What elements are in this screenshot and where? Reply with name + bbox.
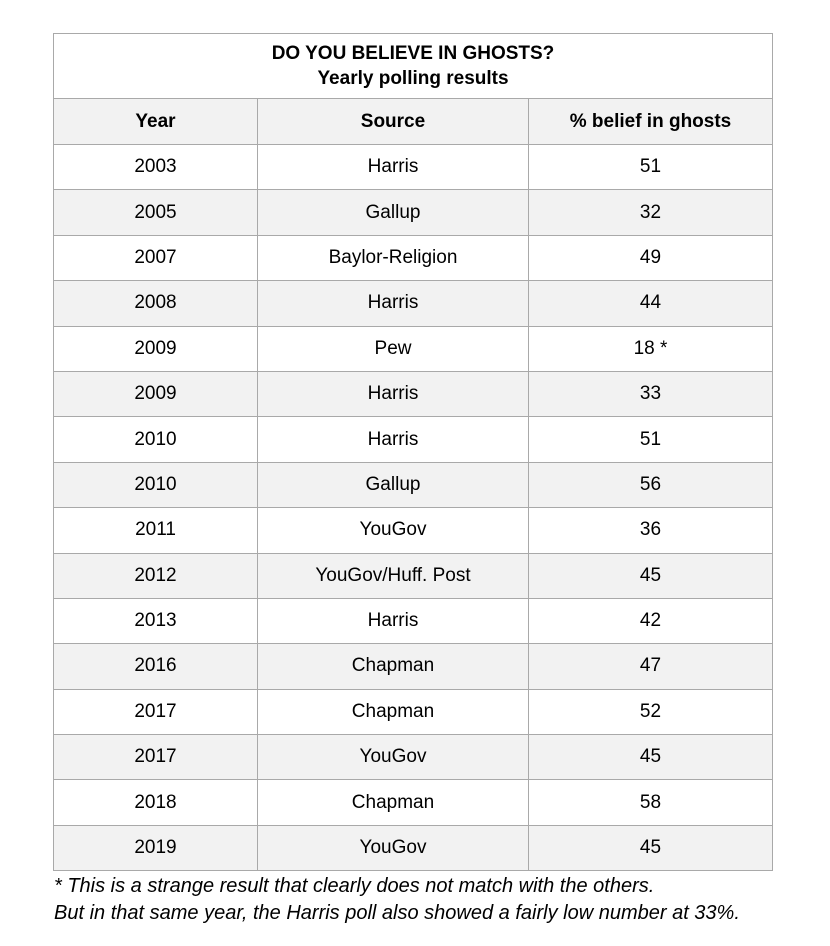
cell-year: 2013 [54, 598, 258, 643]
cell-source: YouGov [258, 735, 529, 780]
footnote-line-2: But in that same year, the Harris poll also showed a fairly low number at 33%. [54, 902, 740, 924]
cell-pct: 32 [529, 190, 773, 235]
footnote [54, 873, 824, 927]
table-row [54, 780, 773, 825]
cell-source: YouGov [258, 825, 529, 870]
cell-year: 2010 [54, 417, 258, 462]
cell-pct: 45 [529, 735, 773, 780]
cell-pct: 51 [529, 417, 773, 462]
cell-source: Chapman [258, 689, 529, 734]
table-row [54, 644, 773, 689]
cell-year: 2018 [54, 780, 258, 825]
table-row [54, 508, 773, 553]
cell-source: Harris [258, 145, 529, 190]
cell-pct: 45 [529, 825, 773, 870]
cell-source: Pew [258, 326, 529, 371]
table-row [54, 326, 773, 371]
cell-source: Harris [258, 371, 529, 416]
cell-source: YouGov/Huff. Post [258, 553, 529, 598]
table-row [54, 689, 773, 734]
cell-year: 2010 [54, 462, 258, 507]
cell-pct: 45 [529, 553, 773, 598]
table-title-cell [54, 34, 773, 99]
cell-source: Harris [258, 281, 529, 326]
poll-table [53, 33, 773, 871]
cell-year: 2017 [54, 689, 258, 734]
cell-year: 2007 [54, 235, 258, 280]
cell-pct: 56 [529, 462, 773, 507]
cell-pct: 52 [529, 689, 773, 734]
table-row [54, 417, 773, 462]
cell-year: 2009 [54, 326, 258, 371]
cell-year: 2011 [54, 508, 258, 553]
table-row [54, 145, 773, 190]
cell-pct: 51 [529, 145, 773, 190]
cell-pct: 33 [529, 371, 773, 416]
cell-year: 2005 [54, 190, 258, 235]
cell-source: YouGov [258, 508, 529, 553]
table-row [54, 190, 773, 235]
cell-year: 2016 [54, 644, 258, 689]
column-header-year: Year [54, 99, 258, 145]
table-row [54, 553, 773, 598]
table-header-row [54, 99, 773, 145]
column-header-source: Source [258, 99, 529, 145]
table-row [54, 825, 773, 870]
cell-source: Harris [258, 417, 529, 462]
cell-source: Chapman [258, 780, 529, 825]
cell-year: 2003 [54, 145, 258, 190]
cell-pct: 47 [529, 644, 773, 689]
table-row [54, 281, 773, 326]
poll-table-container [53, 33, 772, 871]
table-body [54, 145, 773, 871]
table-subtitle: Yearly polling results [317, 68, 509, 89]
cell-source: Gallup [258, 462, 529, 507]
table-row [54, 235, 773, 280]
table-title: DO YOU BELIEVE IN GHOSTS? [271, 43, 555, 64]
cell-source: Baylor-Religion [258, 235, 529, 280]
cell-year: 2009 [54, 371, 258, 416]
cell-pct: 42 [529, 598, 773, 643]
cell-year: 2017 [54, 735, 258, 780]
cell-source: Gallup [258, 190, 529, 235]
table-row [54, 462, 773, 507]
cell-pct: 49 [529, 235, 773, 280]
table-row [54, 598, 773, 643]
table-row [54, 371, 773, 416]
cell-source: Harris [258, 598, 529, 643]
footnote-line-1: * This is a strange result that clearly does not match with the others. [54, 875, 655, 897]
cell-pct: 18 * [529, 326, 773, 371]
cell-year: 2012 [54, 553, 258, 598]
cell-pct: 58 [529, 780, 773, 825]
cell-pct: 44 [529, 281, 773, 326]
cell-year: 2008 [54, 281, 258, 326]
table-row [54, 735, 773, 780]
cell-pct: 36 [529, 508, 773, 553]
column-header-pct: % belief in ghosts [529, 99, 773, 145]
cell-source: Chapman [258, 644, 529, 689]
cell-year: 2019 [54, 825, 258, 870]
